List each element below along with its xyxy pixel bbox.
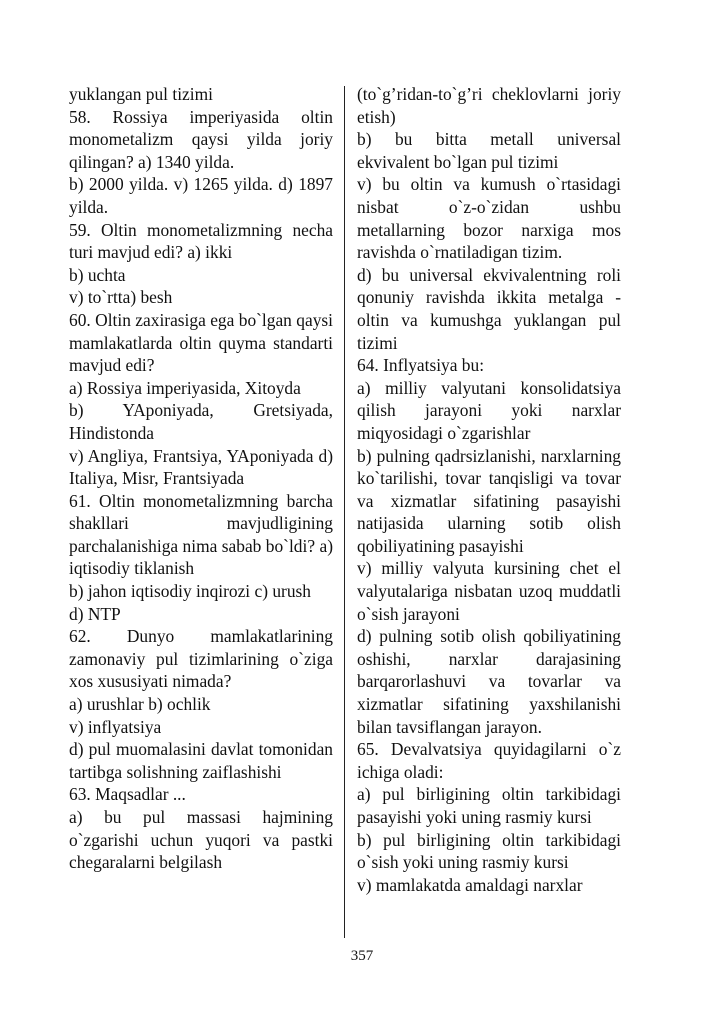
paragraph: a) Rossiya imperiyasida, Xitoyda [69, 377, 301, 398]
paragraph: d) bu universal ekvivalentning roli qonuniy ravishda ikkita metalga - oltin va kumushga yuklangan pul tizimi [357, 264, 621, 353]
paragraph: v) to`rtta) besh [69, 287, 173, 308]
paragraph: b) uchta [69, 264, 126, 285]
paragraph: v) mamlakatda amaldagi narxlar [357, 874, 583, 895]
paragraph: d) pulning sotib olish qobiliyatining oshishi, narxlar darajasining barqarorlashuvi va tovarlar va xizmatlar sifatining yaxshilanishi bilan tavsiflangan jarayon. [357, 626, 621, 737]
paragraph: b) pul birligining oltin tarkibidagi o`sish yoki uning rasmiy kursi [357, 829, 621, 873]
question-63: 63. Maqsadlar ... [69, 784, 186, 805]
paragraph: v) milliy valyuta kursining chet el valyutalariga nisbatan uzoq muddatli o`sish jarayoni [357, 558, 621, 624]
paragraph: b) 2000 yilda. v) 1265 yilda. d) 1897 yilda. [69, 174, 333, 217]
paragraph: b) bu bitta metall universal ekvivalent bo`lgan pul tizimi [357, 129, 621, 172]
paragraph: (to`g’ridan-to`g’ri cheklovlarni joriy etish) [357, 84, 621, 127]
paragraph: yuklangan pul tizimi [69, 84, 213, 104]
page-number: 357 [350, 948, 374, 964]
paragraph: b) YAponiyada, Gretsiyada, Hindistonda [69, 400, 333, 443]
paragraph: a) milliy valyutani konsolidatsiya qilish jarayoni yoki narxlar miqyosidagi o`zgarishlar [357, 377, 621, 443]
question-64: 64. Inflyatsiya bu: [357, 355, 485, 376]
question-61: 61. Oltin monometalizmning barcha shakllari mavjudligining parchalanishiga nima sabab bo`ldi? a) iqtisodiy tiklanish [69, 490, 333, 579]
paragraph: v) bu oltin va kumush o`rtasidagi nisbat o`z-o`zidan ushbu metallarning bozor narxiga mos ravishda o`rnatiladigan tizim. [357, 174, 621, 263]
paragraph: v) inflyatsiya [69, 716, 162, 737]
right-text-column [357, 83, 621, 896]
column-divider [344, 86, 345, 938]
question-62: 62. Dunyo mamlakatlarining zamonaviy pul tizimlarining o`ziga xos xususiyati nimada? [69, 626, 333, 692]
question-65: 65. Devalvatsiya quyidagilarni o`z ichiga oladi: [357, 739, 621, 782]
paragraph: d) NTP [69, 603, 121, 624]
paragraph: d) pul muomalasini davlat tomonidan tartibga solishning zaiflashishi [69, 739, 333, 782]
question-59: 59. Oltin monometalizmning necha turi mavjud edi? a) ikki [69, 219, 333, 263]
question-58: 58. Rossiya imperiyasida oltin monometalizm qaysi yilda joriy qilingan? a) 1340 yilda. [69, 106, 333, 172]
left-text-column [69, 83, 333, 874]
paragraph: b) pulning qadrsizlanishi, narxlarning ko`tarilishi, tovar tanqisligi va tovar va xizmatlar sifatining pasayishi natijasida ularning sotib olish qobiliyatining pasayishi [357, 445, 621, 556]
question-60: 60. Oltin zaxirasiga ega bo`lgan qaysi mamlakatlarda oltin quyma standarti mavjud edi? [69, 309, 333, 376]
paragraph: v) Angliya, Frantsiya, YAponiyada d) Italiya, Misr, Frantsiyada [69, 445, 333, 489]
paragraph: a) bu pul massasi hajmining o`zgarishi uchun yuqori va pastki chegaralarni belgilash [69, 807, 333, 873]
paragraph: a) pul birligining oltin tarkibidagi pasayishi yoki uning rasmiy kursi [357, 784, 621, 827]
paragraph: a) urushlar b) ochlik [69, 694, 211, 715]
paragraph: b) jahon iqtisodiy inqirozi c) urush [69, 581, 311, 602]
